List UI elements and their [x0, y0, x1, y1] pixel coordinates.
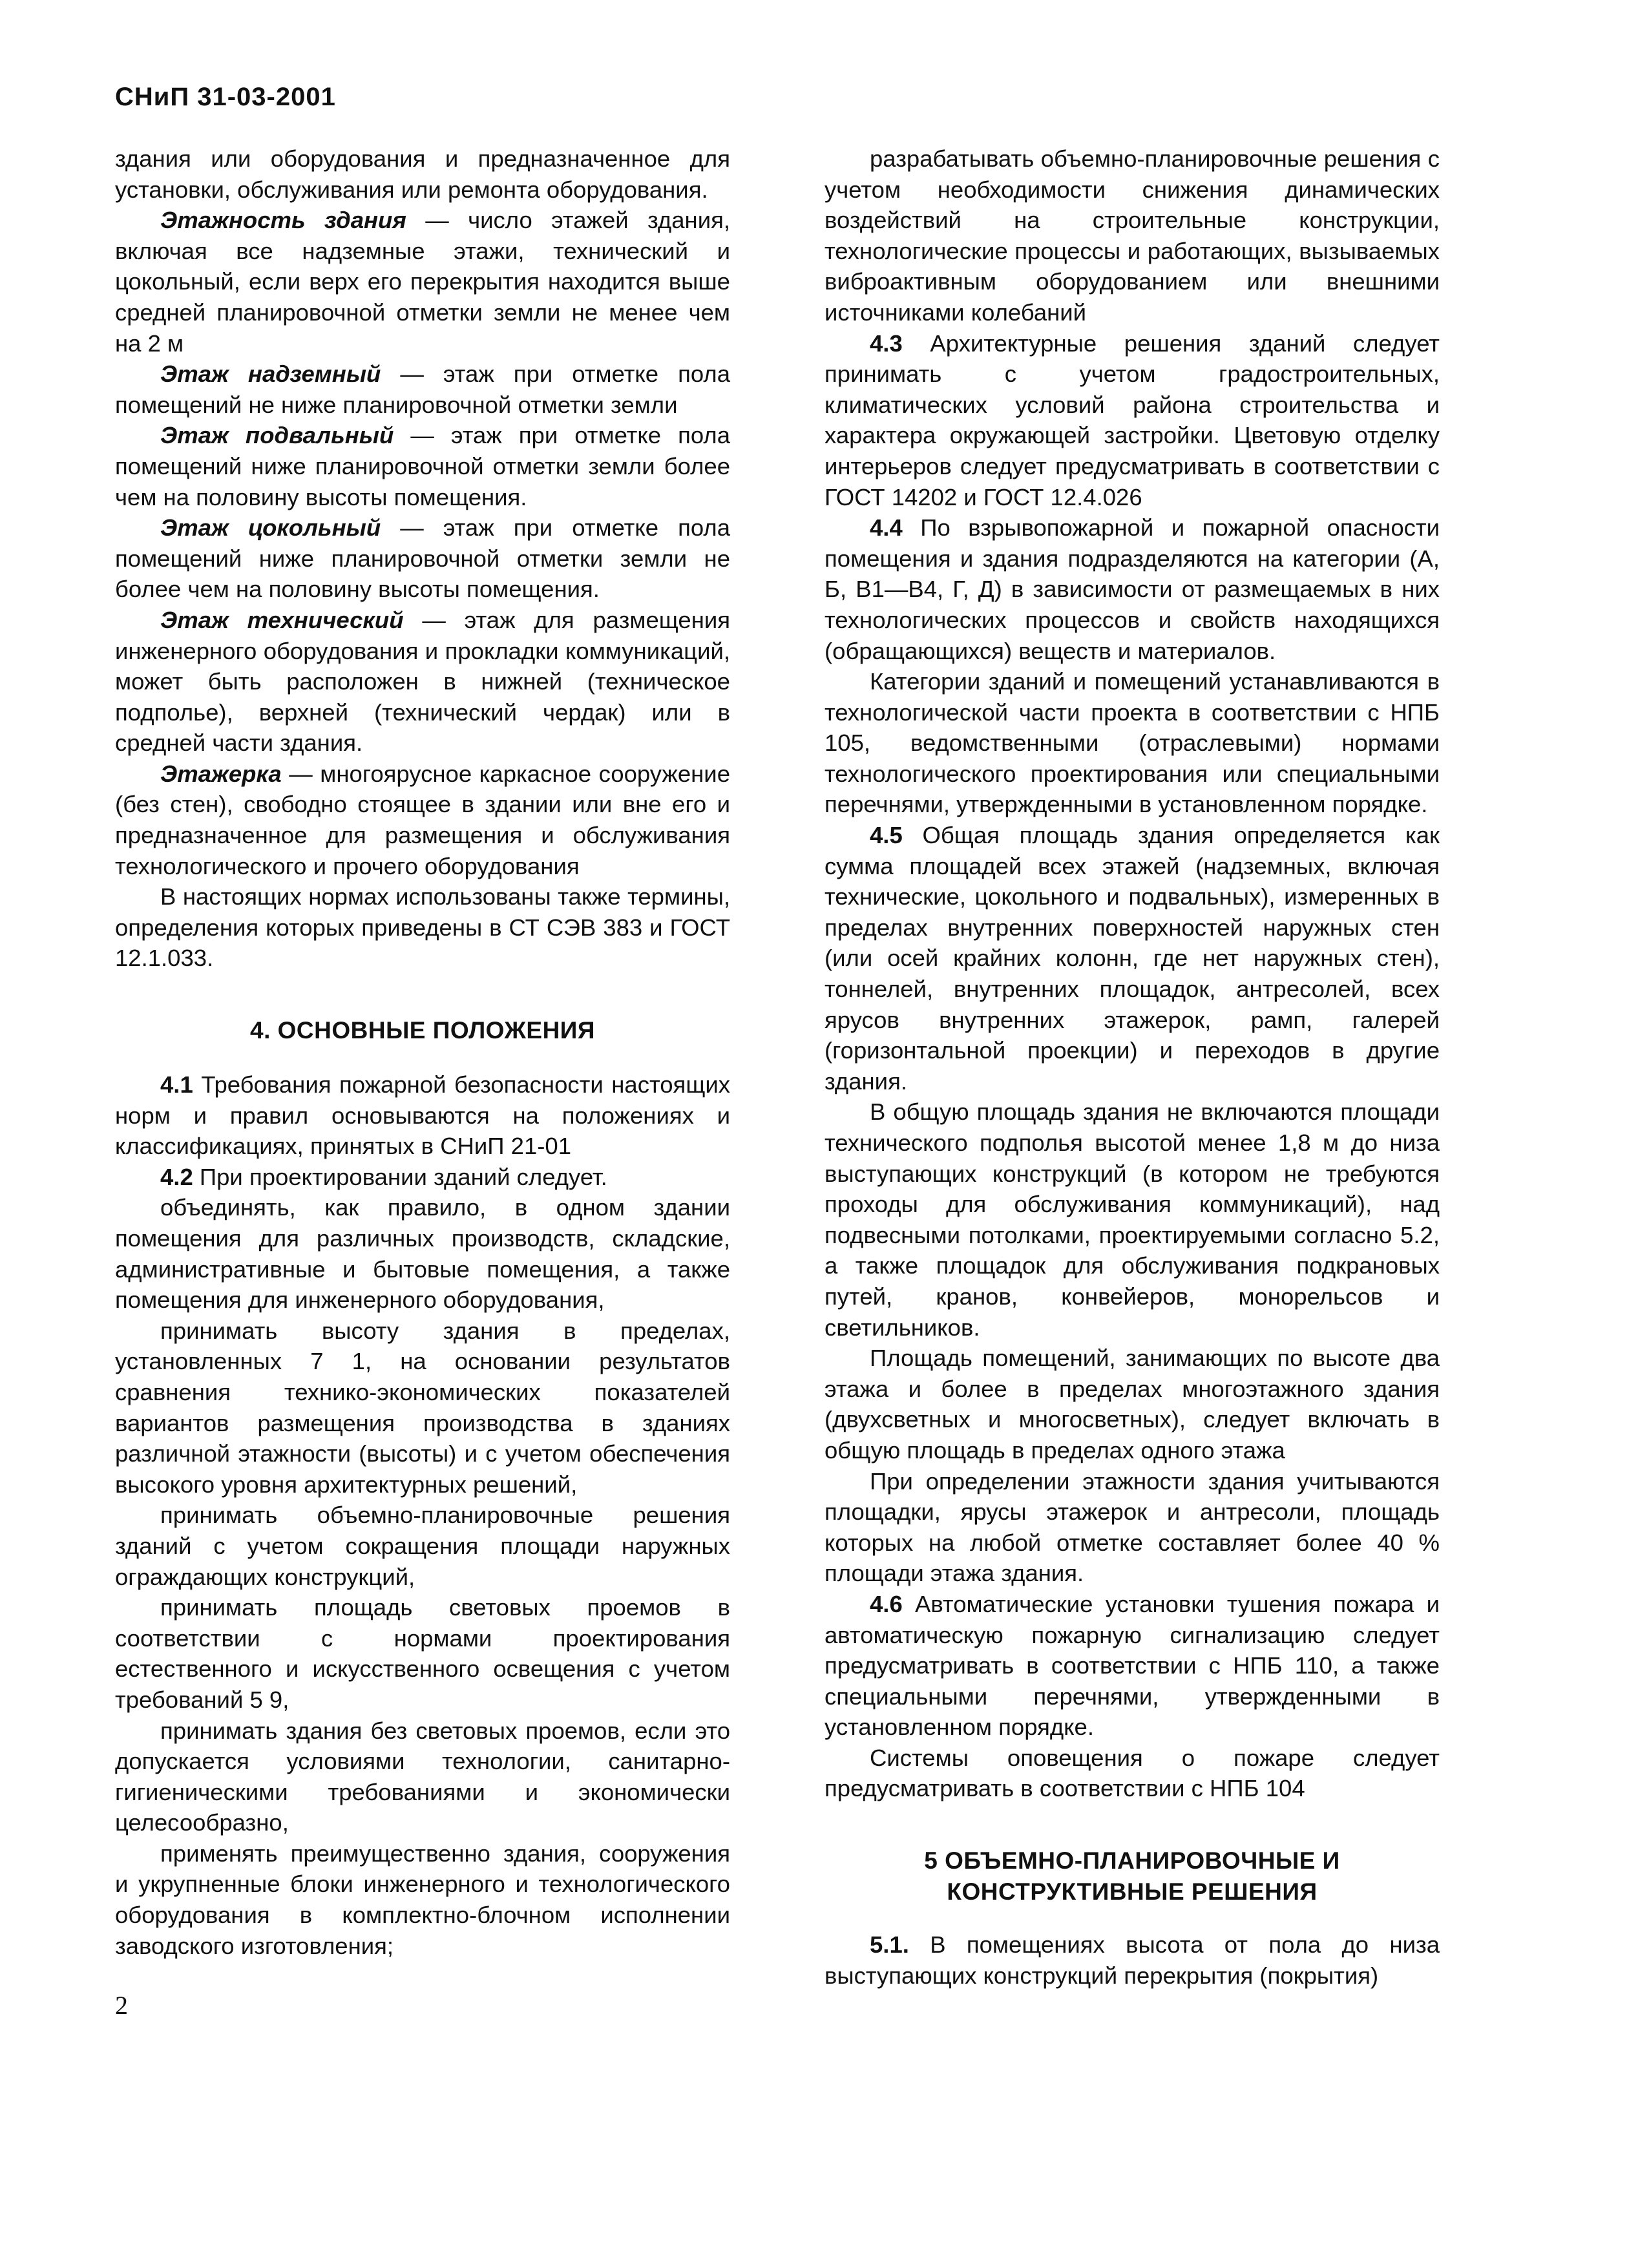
- clause-number: 4.2: [160, 1163, 193, 1190]
- definition-text: — этаж при отметке пола помещений не ниже планировочной отметки земли: [115, 361, 731, 418]
- clause-4-3: [824, 328, 1440, 513]
- term: Этаж надземный: [160, 361, 381, 388]
- definition-etazhnost: [115, 205, 730, 359]
- clause-text: Требования пожарной безопасности настоящих норм и правил основываются на положениях и классификациях, принятых в СНиП 21-01: [115, 1071, 730, 1160]
- term: Этажерка: [160, 760, 282, 787]
- list-item: объединять, как правило, в одном здании помещения для различных производств, складские, административные и бытовые помещения, а также помещения для инженерного оборудования,: [115, 1194, 730, 1314]
- clause-number: 4.4: [870, 514, 903, 541]
- term: Этажность здания: [160, 207, 406, 234]
- clause-text: По взрывопожарной и пожарной опасности помещения и здания подразделяются на категории (А, Б, В1—В4, Г, Д) в зависимости от размещаемых в них технологических процессов и свойств находящихся (обращающихся) веществ и материалов.: [824, 514, 1440, 664]
- list-item: принимать объемно-планировочные решения зданий с учетом сокращения площади наружных ограждающих конструкций,: [115, 1502, 730, 1590]
- page-number: 2: [115, 1991, 128, 2020]
- section-heading-line: КОНСТРУКТИВНЫЕ РЕШЕНИЯ: [947, 1878, 1318, 1906]
- clause-4-5: [824, 820, 1440, 1097]
- paragraph: При определении этажности здания учитываются площадки, ярусы этажерок и антресоли, площадь которых на любой отметке составляет более 40 % площади этажа здания.: [824, 1467, 1440, 1587]
- clause-number: 4.1: [160, 1071, 193, 1098]
- clause-number: 4.6: [870, 1590, 903, 1617]
- list-item: применять преимущественно здания, сооружения и укрупненные блоки инженерного и технологического оборудования в комплектно-блочном исполнении заводского изготовления;: [115, 1840, 730, 1959]
- left-column: [115, 143, 730, 1961]
- paragraph: здания или оборудования и предназначенное для установки, обслуживания или ремонта оборудования.: [115, 145, 730, 203]
- clause-5-1: [824, 1929, 1440, 1991]
- term: Этаж цокольный: [160, 514, 381, 541]
- paragraph: Системы оповещения о пожаре следует предусматривать в соответствии с НПБ 104: [824, 1744, 1440, 1802]
- clause-number: 5.1.: [870, 1931, 909, 1958]
- clause-text: Архитектурные решения зданий следует принимать с учетом градостроительных, климатических условий района строительства и характера окружающей застройки. Цветовую отделку интерьеров следует предусматривать в соответствии с ГОСТ 14202 и ГОСТ 12.4.026: [824, 330, 1440, 510]
- definition-text: — многоярусное каркасное сооружение (без стен), свободно стоящее в здании или вне его и предназначенное для размещения и обслуживания технологического и прочего оборудования: [115, 760, 730, 879]
- definition-nadzemny: [115, 359, 730, 420]
- clause-number: 4.3: [870, 330, 903, 357]
- clause-4-1: [115, 1069, 730, 1162]
- clause-4-6: [824, 1589, 1440, 1743]
- section-heading-5: [824, 1845, 1440, 1907]
- clause-text: Автоматические установки тушения пожара и автоматическую пожарную сигнализацию следует предусматривать в соответствии с НПБ 110, а также специальными перечнями, утвержденными в установленном порядке.: [824, 1590, 1440, 1741]
- definition-text: — этаж при отметке пола помещений ниже планировочной отметки земли не более чем на половину высоты помещения.: [115, 514, 730, 603]
- clause-text: Общая площадь здания определяется как сумма площадей всех этажей (надземных, включая технические, цокольного и подвальных), измеренных в пределах внутренних поверхностей наружных стен (или осей крайних колонн, где нет наружных стен), тоннелей, внутренних площадок, антресолей, всех ярусов внутренних этажерок, рамп, галерей (горизонтальной проекции) и переходов в другие здания.: [824, 822, 1440, 1095]
- paragraph: В настоящих нормах использованы также термины, определения которых приведены в СТ СЭВ 383 и ГОСТ 12.1.033.: [115, 883, 730, 972]
- clause-4-4: [824, 512, 1440, 666]
- list-item: принимать площадь световых проемов в соответствии с нормами проектирования естественного и искусственного освещения с учетом требований 5 9,: [115, 1594, 730, 1713]
- section-heading-line: 5 ОБЪЕМНО-ПЛАНИРОВОЧНЫЕ И: [924, 1847, 1340, 1874]
- paragraph: В общую площадь здания не включаются площади технического подполья высотой менее 1,8 м до низа выступающих конструкций (в котором не требуются проходы для обслуживания коммуникаций), над подвесными потолками, проектируемыми согласно 5.2, а также площадок для обслуживания подкрановых путей, кранов, конвейеров, монорельсов и светильников.: [824, 1098, 1440, 1341]
- definition-podvalny: [115, 420, 730, 512]
- clause-4-2: [115, 1162, 730, 1193]
- clause-number: 4.5: [870, 822, 903, 849]
- definition-tehnichesky: [115, 605, 730, 759]
- term: Этаж подвальный: [160, 422, 394, 449]
- definition-tsokolny: [115, 512, 730, 605]
- definition-text: — этаж при отметке пола помещений ниже планировочной отметки земли более чем на половину высоты помещения.: [115, 422, 730, 510]
- paragraph: Площадь помещений, занимающих по высоте два этажа и более в пределах многоэтажного здания (двухсветных и многосветных), следует включать в общую площадь в пределах одного этажа: [824, 1345, 1440, 1464]
- section-heading-4: 4. ОСНОВНЫЕ ПОЛОЖЕНИЯ: [250, 1017, 595, 1044]
- term: Этаж технический: [160, 606, 404, 633]
- list-item: принимать высоту здания в пределах, установленных 7 1, на основании результатов сравнения технико-экономических показателей вариантов размещения производства в зданиях различной этажности (высоты) и с учетом обеспечения высокого уровня архитектурных решений,: [115, 1317, 730, 1498]
- definition-text: — число этажей здания, включая все надземные этажи, технический и цокольный, если верх его перекрытия находится выше средней планировочной отметки земли не менее чем на 2 м: [115, 207, 730, 357]
- clause-text: При проектировании зданий следует.: [193, 1163, 607, 1190]
- definition-etazherka: [115, 759, 730, 881]
- document-header: СНиП 31-03-2001: [115, 83, 336, 111]
- paragraph: Категории зданий и помещений устанавливаются в технологической части проекта в соответствии с НПБ 105, ведомственными (отраслевыми) нормами технологического проектирования или специальными перечнями, утвержденными в установленном порядке.: [824, 668, 1440, 818]
- right-column: [824, 143, 1440, 1991]
- definition-text: — этаж для размещения инженерного оборудования и прокладки коммуникаций, может быть расположен в нижней (техническое подполье), верхней (технический чердак) или в средней части здания.: [115, 606, 730, 757]
- list-item: принимать здания без световых проемов, если это допускается условиями технологии, санитарно-гигиеническими требованиями и экономически целесообразно,: [115, 1717, 730, 1836]
- list-item: разрабатывать объемно-планировочные решения с учетом необходимости снижения динамических воздействий на строительные конструкции, технологические процессы и работающих, вызываемых виброактивным оборудованием или внешними источниками колебаний: [824, 145, 1440, 326]
- clause-text: В помещениях высота от пола до низа выступающих конструкций перекрытия (покрытия): [824, 1931, 1440, 1989]
